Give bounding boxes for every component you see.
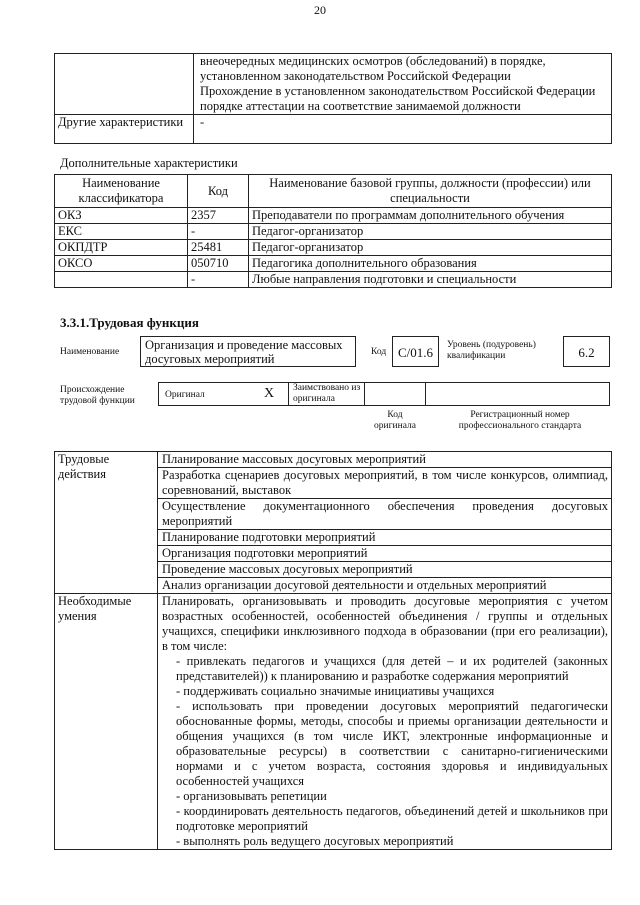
table-cell: - <box>194 115 612 144</box>
text-line: порядке аттестации на соответствие занимаемой должности <box>200 99 521 113</box>
table-row <box>55 115 612 144</box>
table-cell: Педагог-организатор <box>249 240 612 256</box>
table-cell: ЕКС <box>55 224 188 240</box>
section-title: Дополнительные характеристики <box>60 156 238 170</box>
table-row <box>55 208 612 224</box>
action-item: Проведение массовых досуговых мероприятий <box>158 562 612 578</box>
skill-item: - поддерживать социально значимые инициативы учащихся <box>176 684 495 698</box>
origin-label: Происхождение трудовой функции <box>60 385 135 406</box>
function-name-box: Организация и проведение массовых досуговых мероприятий <box>140 336 356 367</box>
table-cell: ОКПДТР <box>55 240 188 256</box>
table-row <box>55 452 612 468</box>
action-item: Разработка сценариев досуговых мероприятий, в том числе конкурсов, олимпиад, соревнований, выставок <box>158 468 612 499</box>
divider <box>288 382 289 406</box>
text-line: Прохождение в установленном законодательством Российской Федерации <box>200 84 596 98</box>
skills-intro: Планировать, организовывать и проводить досуговые мероприятия с учетом возрастных особенностей, особенностей объединения / группы и отдельных учащихся, специфики инклюзивного подхода в образовании (при его реализации), в том числе: <box>162 594 608 653</box>
code-original-caption: Код оригинала <box>374 410 416 431</box>
text-line: установленном законодательством Российской Федерации <box>200 69 511 83</box>
table-cell: 050710 <box>188 256 249 272</box>
level-label: Уровень (подуровень) квалификации <box>447 340 536 361</box>
divider <box>364 382 365 406</box>
column-header: Наименование базовой группы, должности (профессии) или специальности <box>249 175 612 208</box>
origin-row <box>158 382 610 406</box>
skill-item: - привлекать педагогов и учащихся (для детей – и их родителей (законных представителей)) к планированию и разработке содержания мероприятий <box>176 654 608 683</box>
level-value-box: 6.2 <box>563 336 610 367</box>
borrowed-label: Заимствовано из оригинала <box>293 383 361 404</box>
function-heading: 3.3.1.Трудовая функция <box>60 315 199 330</box>
table-row <box>55 256 612 272</box>
skill-item: - организовывать репетиции <box>176 789 327 803</box>
table-row <box>55 54 612 115</box>
classifier-table <box>54 174 612 288</box>
table-row <box>55 224 612 240</box>
table-cell <box>55 272 188 288</box>
page-number: 20 <box>314 3 326 17</box>
table-row <box>55 240 612 256</box>
column-header: Код <box>188 175 249 208</box>
action-item: Осуществление документационного обеспечения проведения досуговых мероприятий <box>158 499 612 530</box>
row-label: Другие характеристики <box>55 115 194 144</box>
code-label: Код <box>371 347 387 357</box>
table-cell: 2357 <box>188 208 249 224</box>
action-item: Анализ организации досуговой деятельности и отдельных мероприятий <box>158 578 612 594</box>
skills-cell <box>158 594 612 850</box>
table-cell: Педагог-организатор <box>249 224 612 240</box>
table-cell: - <box>188 224 249 240</box>
action-item: Планирование массовых досуговых мероприятий <box>158 452 612 468</box>
skill-item: - выполнять роль ведущего досуговых мероприятий <box>176 834 454 848</box>
table-cell: 25481 <box>188 240 249 256</box>
actions-label: Трудовые действия <box>55 452 158 594</box>
original-mark: X <box>264 386 275 401</box>
top-table <box>54 53 612 144</box>
table-row <box>55 594 612 850</box>
table-cell <box>194 54 612 115</box>
table-row <box>55 272 612 288</box>
table-cell: - <box>188 272 249 288</box>
skill-item: - использовать при проведении досуговых мероприятий педагогически обоснованные формы, методы, способы и приемы организации деятельности и общения учащихся (в том числе ИКТ, электронные информационные и образовательные ресурсы) в соответствии с санитарно-гигиеническими нормами и с учетом возраста, состояния здоровья и индивидуальных особенностей учащихся <box>176 699 608 788</box>
text-line: внеочередных медицинских осмотров (обследований) в порядке, <box>200 54 546 68</box>
table-cell: Педагогика дополнительного образования <box>249 256 612 272</box>
labor-table <box>54 451 612 850</box>
skills-label: Необходимые умения <box>55 594 158 850</box>
original-label: Оригинал <box>165 390 205 400</box>
divider <box>425 382 426 406</box>
table-cell: ОКСО <box>55 256 188 272</box>
reg-number-caption: Регистрационный номер профессионального стандарта <box>458 410 582 431</box>
table-cell: ОКЗ <box>55 208 188 224</box>
column-header: Наименование классификатора <box>55 175 188 208</box>
action-item: Планирование подготовки мероприятий <box>158 530 612 546</box>
table-header-row <box>55 175 612 208</box>
table-cell: Преподаватели по программам дополнительного обучения <box>249 208 612 224</box>
table-cell <box>55 54 194 115</box>
function-code-box: С/01.6 <box>392 336 439 367</box>
skill-item: - координировать деятельность педагогов, объединений детей и школьников при подготовке мероприятий <box>176 804 608 833</box>
action-item: Организация подготовки мероприятий <box>158 546 612 562</box>
table-cell: Любые направления подготовки и специальности <box>249 272 612 288</box>
name-label: Наименование <box>60 347 120 357</box>
